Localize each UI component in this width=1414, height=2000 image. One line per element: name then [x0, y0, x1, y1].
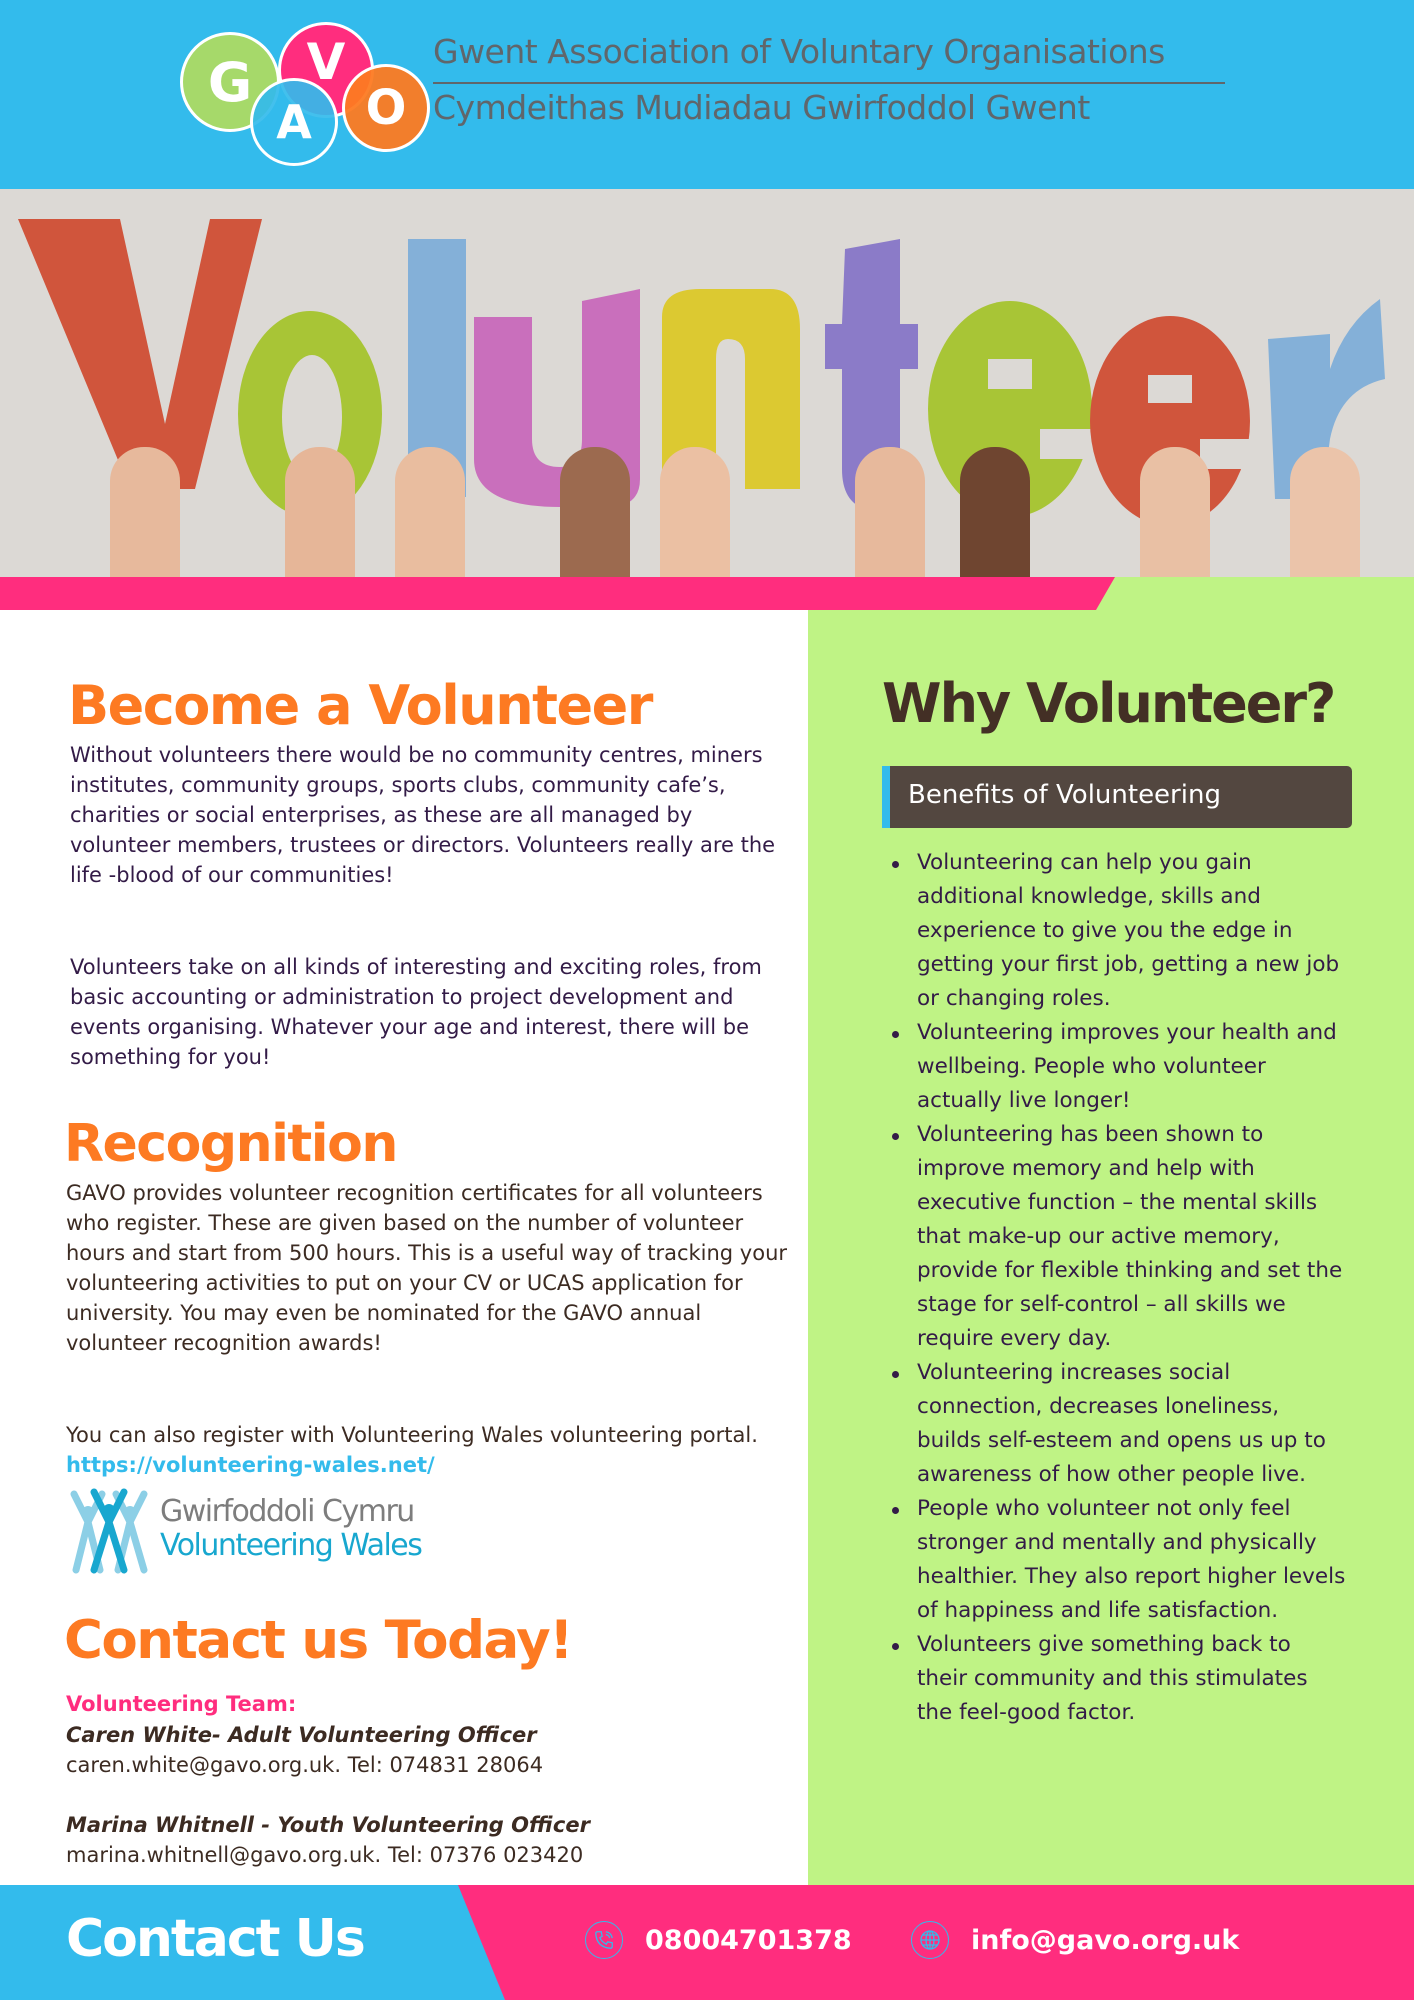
hand: [560, 447, 630, 577]
gavo-logo[interactable]: [180, 22, 430, 162]
benefit-item: Volunteers give something back to their community and this stimulates the feel-good factor.: [917, 1628, 1347, 1730]
volunteering-wales-link[interactable]: https://volunteering-wales.net/: [66, 1453, 435, 1477]
benefit-item: Volunteering increases social connection, decreases loneliness, builds self-esteem and opens us up to awareness of how other people live.: [917, 1356, 1347, 1492]
footer-email[interactable]: [911, 1921, 1239, 1959]
footer-phone[interactable]: [585, 1921, 852, 1959]
benefits-subheading-bar: [882, 766, 1352, 828]
hand: [110, 447, 180, 577]
benefit-item: Volunteering improves your health and wellbeing. People who volunteer actually live longer!: [917, 1016, 1347, 1118]
volunteering-wales-text: You can also register with Volunteering Wales volunteering portal.: [66, 1423, 758, 1447]
hand: [960, 447, 1030, 577]
officer-contact-caren[interactable]: caren.white@gavo.org.uk. Tel: 074831 28064: [66, 1753, 544, 1777]
recognition-heading: Recognition: [64, 1114, 397, 1174]
logo-circle-a: A: [250, 78, 338, 166]
volunteering-wales-paragraph: [66, 1420, 801, 1480]
officer-name-marina: Marina Whitnell - Youth Volunteering Officer: [66, 1813, 590, 1837]
phone-icon: [585, 1921, 623, 1959]
hand: [1290, 447, 1360, 577]
benefits-subheading: Benefits of Volunteering: [908, 780, 1221, 810]
hand: [855, 447, 925, 577]
benefit-item: People who volunteer not only feel stronger and mentally and physically healthier. They also report higher levels of happiness and life satisfaction.: [917, 1492, 1347, 1628]
footer-contact-heading: Contact Us: [66, 1909, 364, 1969]
logo-circle-v: V: [278, 22, 374, 118]
footer-contact-bar: [0, 1885, 1414, 2000]
footer-phone-number: 08004701378: [645, 1924, 852, 1956]
volunteering-wales-english-name: Volunteering Wales: [160, 1528, 422, 1563]
logo-circle-o: O: [342, 64, 430, 152]
benefits-list: [917, 846, 1347, 1730]
become-volunteer-heading: Become a Volunteer: [68, 674, 652, 737]
hand: [395, 447, 465, 577]
people-figures-icon: [70, 1488, 150, 1574]
org-name-english: Gwent Association of Voluntary Organisations: [433, 32, 1165, 71]
volunteering-team-label: Volunteering Team:: [66, 1692, 297, 1716]
officer-contact-marina[interactable]: marina.whitnell@gavo.org.uk. Tel: 07376 023420: [66, 1843, 584, 1867]
hand: [660, 447, 730, 577]
benefit-item: Volunteering can help you gain additional knowledge, skills and experience to give you the edge in getting your first job, getting a new job or changing roles.: [917, 846, 1347, 1016]
hand: [1140, 447, 1210, 577]
org-name-divider: [433, 82, 1225, 84]
footer-email-address: info@gavo.org.uk: [971, 1924, 1240, 1956]
officer-name-caren: Caren White- Adult Volunteering Officer: [66, 1723, 537, 1747]
logo-circle-g: G: [180, 32, 280, 132]
globe-icon: [911, 1921, 949, 1959]
contact-today-heading: Contact us Today!: [64, 1610, 572, 1671]
hero-volunteer-image: [0, 189, 1414, 577]
org-name-welsh: Cymdeithas Mudiadau Gwirfoddol Gwent: [433, 88, 1090, 127]
become-volunteer-paragraph-2: Volunteers take on all kinds of interesting and exciting roles, from basic accounting or administration to project development and events organising. Whatever your age and interest, there will be something for you!: [70, 955, 762, 1069]
hand: [285, 447, 355, 577]
become-volunteer-paragraph-1: Without volunteers there would be no community centres, miners institutes, community groups, sports clubs, community cafe’s, charities or social enterprises, as these are all managed by volunteer members, trustees or directors. Volunteers really are the life -blood of our communities!: [70, 743, 776, 887]
pink-accent-band: [0, 577, 1116, 610]
recognition-paragraph: GAVO provides volunteer recognition certificates for all volunteers who register. These are given based on the number of volunteer hours and start from 500 hours. This is a useful way of tracking your volunteering activities to put on your CV or UCAS application for university. You may even be nominated for the GAVO annual volunteer recognition awards!: [66, 1181, 788, 1355]
header: [0, 0, 1414, 189]
volunteering-wales-welsh-name: Gwirfoddoli Cymru: [160, 1494, 414, 1529]
why-volunteer-heading: Why Volunteer?: [882, 672, 1335, 735]
green-panel-top: [1096, 577, 1414, 610]
volunteering-wales-logo[interactable]: [70, 1488, 430, 1574]
benefit-item: Volunteering has been shown to improve memory and help with executive function – the mental skills that make-up our active memory, provide for flexible thinking and set the stage for self-control – all skills we require every day.: [917, 1118, 1347, 1356]
